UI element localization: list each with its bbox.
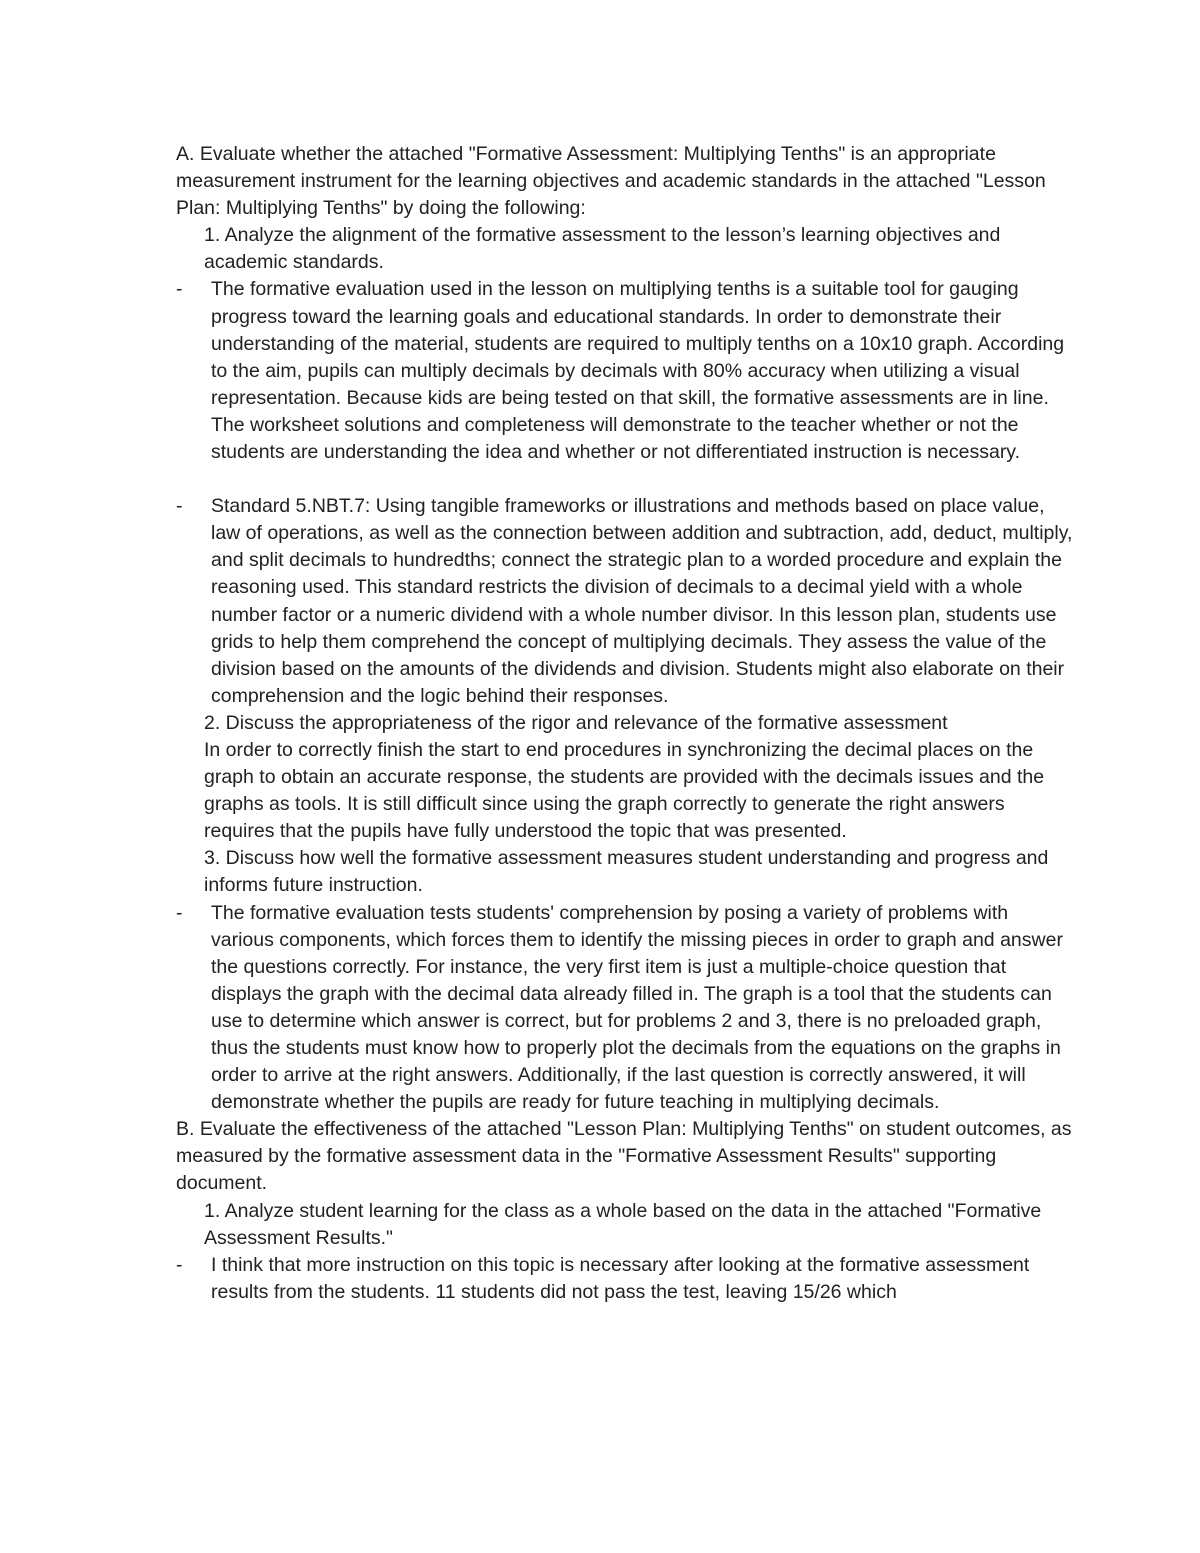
- bullet-text: The formative evaluation tests students' comprehension by posing a variety of problems with various components, which forces them to identify the missing pieces in order to graph and answer the questions correctly. For instance, the very first item is just a multiple-choice question that displays the graph with the decimal data already filled in. The graph is a tool that the students can use to determine which answer is correct, but for problems 2 and 3, there is no preloaded graph, thus the students must know how to properly plot the decimals from the equations on the graphs in order to arrive at the right answers. Additionally, if the last question is correctly answered, it will demonstrate whether the pupils are ready for future teaching in multiplying decimals.: [211, 901, 1063, 1114]
- bullet-dash: -: [176, 278, 183, 301]
- section-b-heading: B. Evaluate the effectiveness of the attached "Lesson Plan: Multiplying Tenths" on student outcomes, as measured by the formative assessment data in the "Formative Assessment Results" supporting document.: [176, 1118, 1072, 1195]
- bullet-text: Standard 5.NBT.7: Using tangible frameworks or illustrations and methods based on place value, law of operations, as well as the connection between addition and subtraction, add, deduct, multiply, and split decimals to hundredths; connect the strategic plan to a worded procedure and explain the reasoning used. This standard restricts the division of decimals to a decimal yield with a whole number factor or a numeric dividend with a whole number divisor. In this lesson plan, students use grids to help them comprehend the concept of multiplying decimals. They assess the value of the division based on the amounts of the dividends and division. Students might also elaborate on their comprehension and the logic behind their responses.: [211, 495, 1073, 707]
- bullet-dash: -: [176, 1253, 183, 1276]
- section-a-item-1: 1. Analyze the alignment of the formative assessment to the lesson’s learning objectives and academic standards.: [204, 224, 1001, 274]
- section-a-bullet-1: [176, 276, 1076, 466]
- document-body: [176, 141, 1076, 1306]
- section-a-item-3: 3. Discuss how well the formative assessment measures student understanding and progress and informs future instruction.: [204, 847, 1049, 897]
- section-a-item-2: 2. Discuss the appropriateness of the rigor and relevance of the formative assessment: [204, 711, 948, 734]
- bullet-dash: -: [176, 495, 183, 518]
- bullet-dash: -: [176, 901, 183, 924]
- bullet-text: The formative evaluation used in the lesson on multiplying tenths is a suitable tool for gauging progress toward the learning goals and educational standards. In order to demonstrate their understanding of the material, students are required to multiply tenths on a 10x10 graph. According to the aim, pupils can multiply decimals by decimals with 80% accuracy when utilizing a visual representation. Because kids are being tested on that skill, the formative assessments are in line. The worksheet solutions and completeness will demonstrate to the teacher whether or not the students are understanding the idea and whether or not differentiated instruction is necessary.: [211, 278, 1065, 464]
- section-b-item-1: 1. Analyze student learning for the class as a whole based on the data in the attached "Formative Assessment Results.": [204, 1199, 1042, 1249]
- spacer: [176, 466, 1076, 493]
- section-a-heading: A. Evaluate whether the attached "Formative Assessment: Multiplying Tenths" is an appropriate measurement instrument for the learning objectives and academic standards in the attached "Lesson Plan: Multiplying Tenths" by doing the following:: [176, 143, 1046, 220]
- section-a-item-2-text: In order to correctly finish the start to end procedures in synchronizing the decimal places on the graph to obtain an accurate response, the students are provided with the decimals issues and the graphs as tools. It is still difficult since using the graph correctly to generate the right answers requires that the pupils have fully understood the topic that was presented.: [204, 738, 1045, 843]
- bullet-text: I think that more instruction on this topic is necessary after looking at the formative assessment results from the students. 11 students did not pass the test, leaving 15/26 which: [211, 1253, 1030, 1303]
- section-a-bullet-2: [176, 493, 1076, 710]
- section-a-bullet-3: [176, 900, 1076, 1117]
- section-b-bullet-1: [176, 1252, 1076, 1306]
